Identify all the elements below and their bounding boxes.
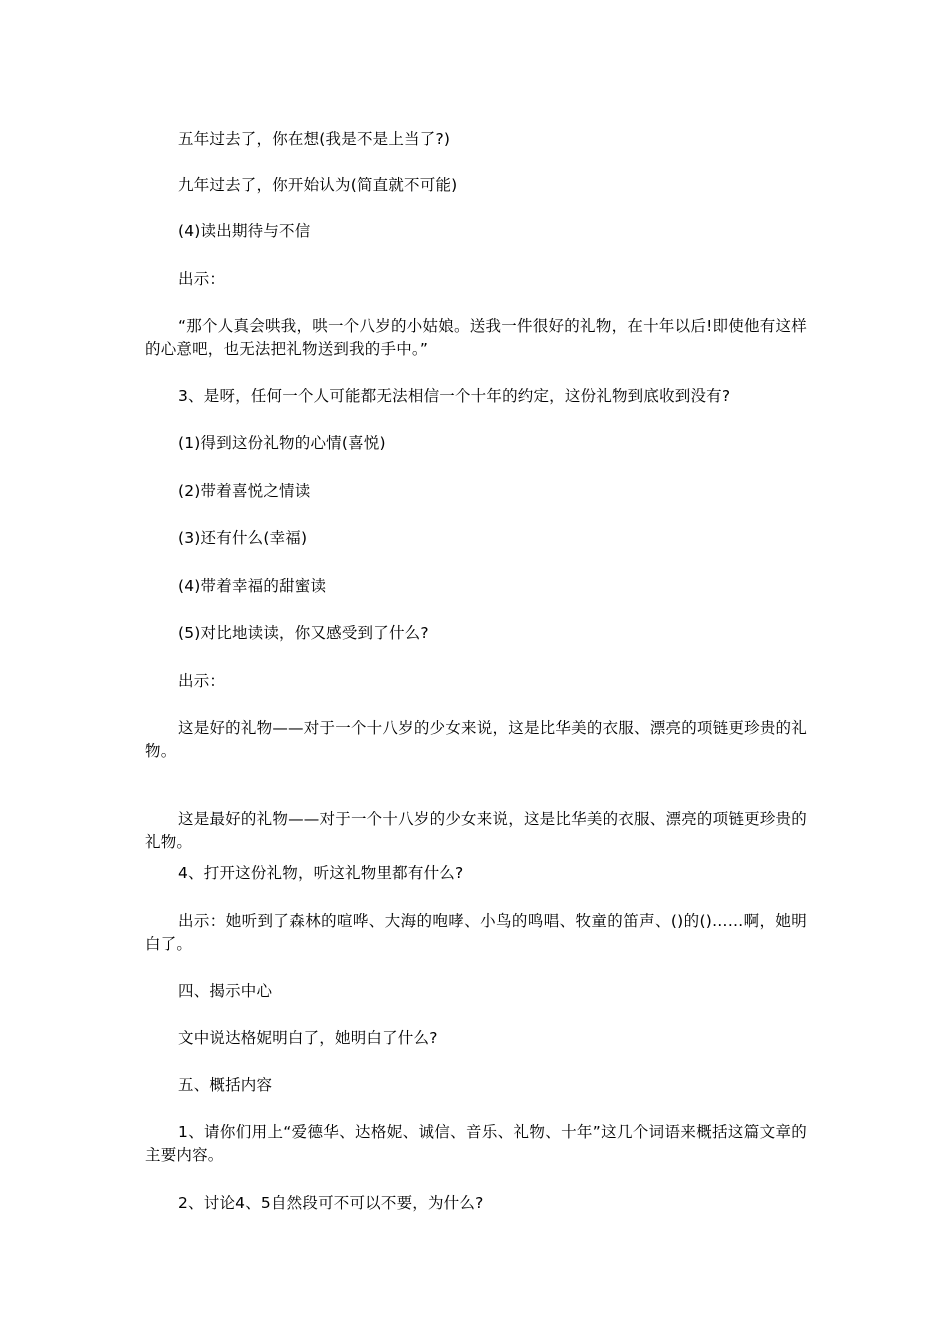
paragraph-3: (4)读出期待与不信: [178, 222, 311, 240]
paragraph-18: 文中说达格妮明白了，她明白了什么?: [178, 1029, 438, 1047]
paragraph-7: (1)得到这份礼物的心情(喜悦): [178, 434, 386, 452]
paragraph-8: (2)带着喜悦之情读: [178, 482, 311, 500]
paragraph-19: 五、概括内容: [178, 1076, 273, 1094]
paragraph-21: 2、讨论4、5自然段可不可以不要，为什么?: [178, 1194, 484, 1212]
paragraph-13: 这是好的礼物——对于一个十八岁的少女来说，这是比华美的衣服、漂亮的项链更珍贵的礼物。: [145, 719, 807, 760]
paragraph-11: (5)对比地读读，你又感受到了什么?: [178, 624, 429, 642]
paragraph-15: 4、打开这份礼物，听这礼物里都有什么?: [178, 864, 464, 882]
paragraph-20: 1、请你们用上“爱德华、达格妮、诚信、音乐、礼物、十年”这几个词语来概括这篇文章的主要内容。: [145, 1123, 807, 1164]
paragraph-14: 这是最好的礼物——对于一个十八岁的少女来说，这是比华美的衣服、漂亮的项链更珍贵的礼物。: [145, 810, 807, 851]
paragraph-1: 五年过去了，你在想(我是不是上当了?): [178, 130, 451, 148]
paragraph-17: 四、揭示中心: [178, 982, 273, 1000]
paragraph-16: 出示：她听到了森林的喧哗、大海的咆哮、小鸟的鸣唱、牧童的笛声、()的()……啊，她明白了。: [145, 912, 807, 953]
paragraph-6: 3、是呀，任何一个人可能都无法相信一个十年的约定，这份礼物到底收到没有?: [178, 387, 731, 405]
paragraph-5: “那个人真会哄我，哄一个八岁的小姑娘。送我一件很好的礼物，在十年以后!即使他有这样的心意吧，也无法把礼物送到我的手中。”: [145, 317, 807, 358]
paragraph-12: 出示：: [178, 672, 226, 690]
paragraph-2: 九年过去了，你开始认为(简直就不可能): [178, 176, 458, 194]
paragraph-9: (3)还有什么(幸福): [178, 529, 308, 547]
paragraph-4: 出示：: [178, 270, 226, 288]
paragraph-10: (4)带着幸福的甜蜜读: [178, 577, 327, 595]
